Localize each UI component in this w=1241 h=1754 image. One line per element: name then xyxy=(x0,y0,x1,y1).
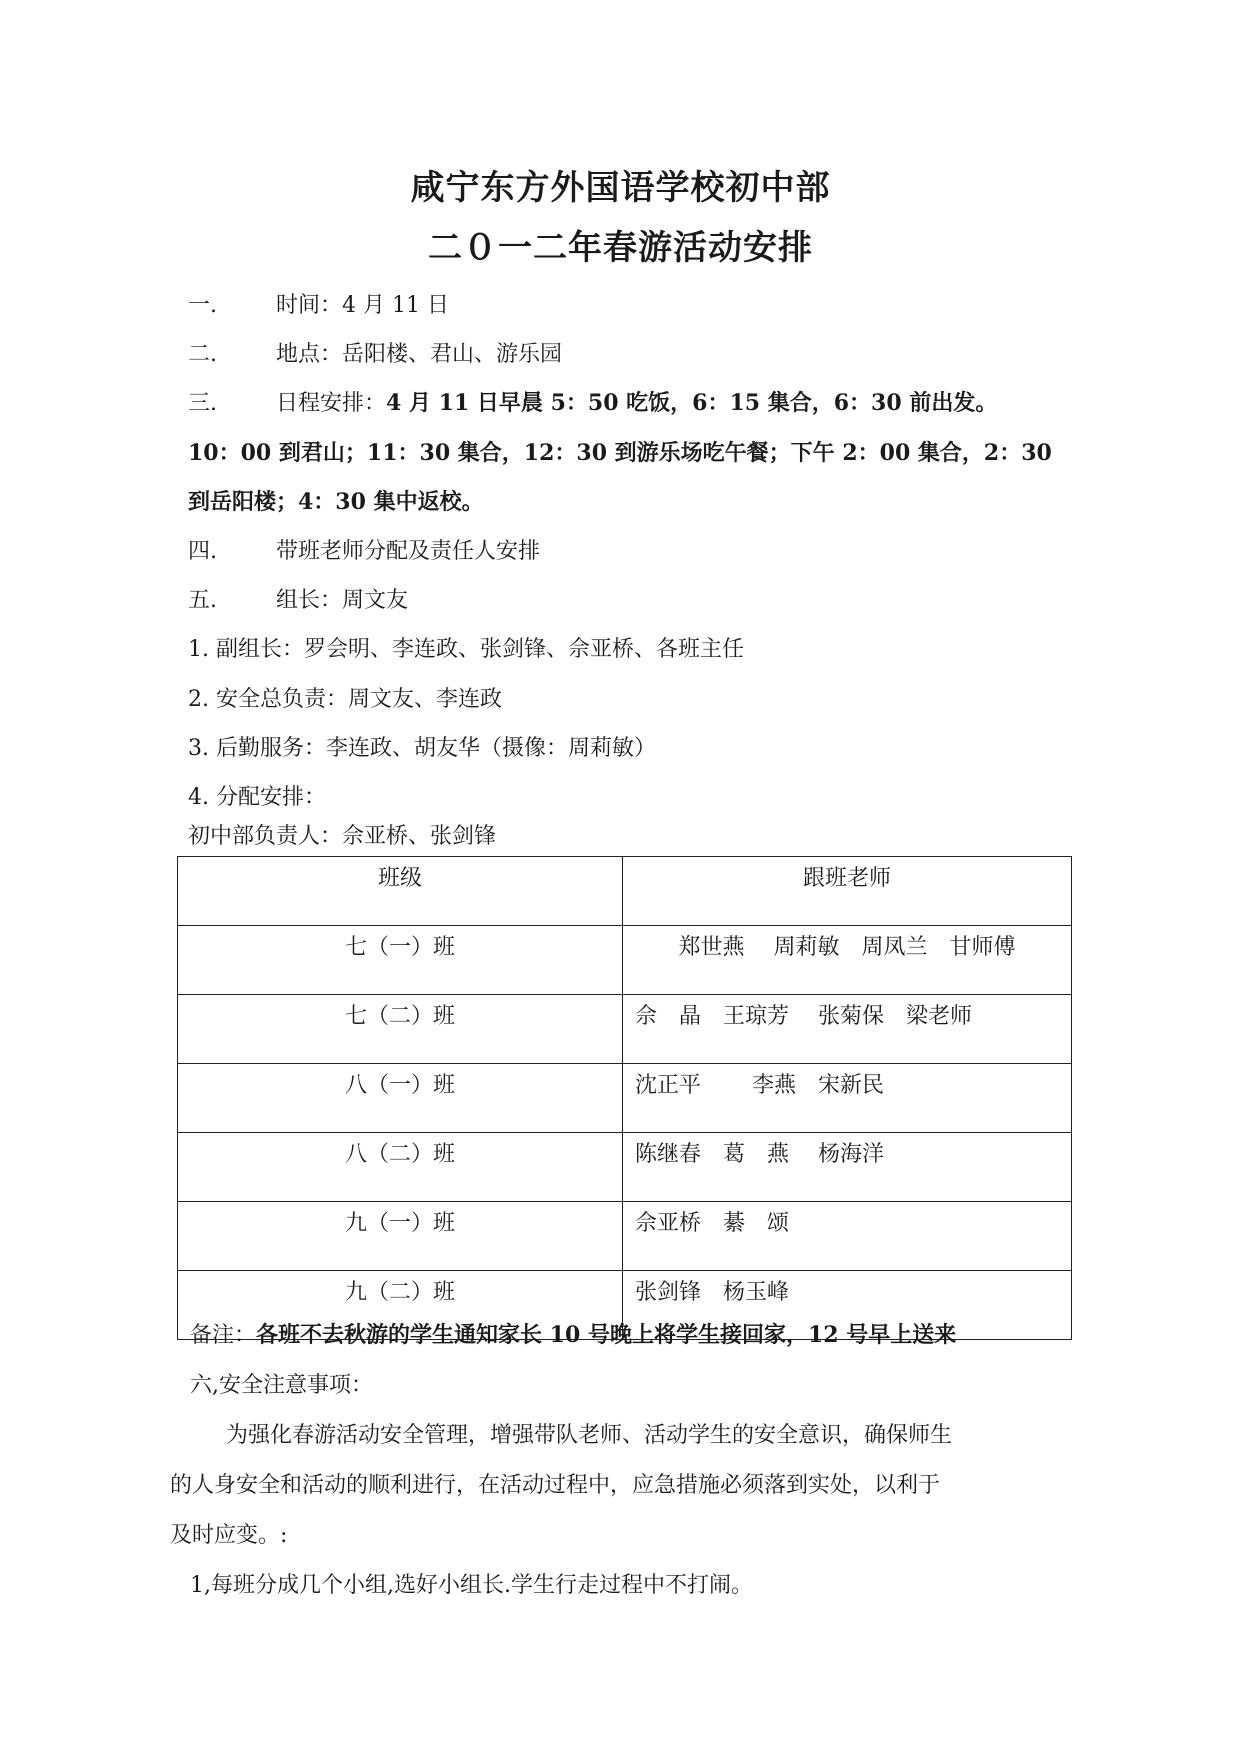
item-group-leader xyxy=(188,583,408,614)
header-class: 班级 xyxy=(178,857,623,926)
item-safety-notes: 六,安全注意事项： xyxy=(190,1373,373,1398)
item-teacher-assignment xyxy=(188,534,540,565)
paragraph-line: 的人身安全和活动的顺利进行，在活动过程中，应急措施必须落到实处，以利于 xyxy=(170,1473,941,1498)
item-number: 一. xyxy=(188,293,217,318)
teachers-cell: 佘亚桥 綦 颂 xyxy=(623,1202,1072,1271)
item-label: 地点： xyxy=(276,342,343,367)
sub-item-allocation: 4. 分配安排： xyxy=(188,785,326,810)
schedule-continued-2: 到岳阳楼；4：30 集中返校。 xyxy=(188,489,484,515)
sub-item-safety: 2. 安全总负责：周文友、李连政 xyxy=(188,687,502,712)
item-number: 三. xyxy=(188,391,217,416)
teachers-cell: 张剑锋 杨玉峰 xyxy=(623,1271,1072,1340)
item-number: 二. xyxy=(188,342,217,367)
paragraph-line: 为强化春游活动安全管理，增强带队老师、活动学生的安全意识，确保师生 xyxy=(226,1423,953,1448)
class-cell: 九（一）班 xyxy=(178,1202,623,1271)
teachers-cell: 陈继春 葛 燕 杨海洋 xyxy=(623,1133,1072,1202)
item-text: 组长：周文友 xyxy=(276,588,409,613)
document-title: 咸宁东方外国语学校初中部 xyxy=(410,168,831,208)
note xyxy=(190,1318,956,1349)
table-row xyxy=(178,1202,1072,1271)
item-text: 带班老师分配及责任人安排 xyxy=(276,539,541,564)
paragraph-line: 及时应变。: xyxy=(170,1523,288,1548)
safety-rule-1: 1,每班分成几个小组,选好小组长.学生行走过程中不打闹。 xyxy=(190,1573,753,1598)
item-label: 时间： xyxy=(276,293,343,318)
class-cell: 八（一）班 xyxy=(178,1064,623,1133)
item-schedule xyxy=(188,386,997,417)
class-cell: 九（二）班 xyxy=(178,1271,623,1340)
item-time xyxy=(188,288,449,319)
item-value: 4 月 11 日早晨 5：50 吃饭，6：15 集合，6：30 前出发。 xyxy=(386,390,998,416)
table-row xyxy=(178,1064,1072,1133)
header-teachers: 跟班老师 xyxy=(623,857,1072,926)
teachers-cell: 佘 晶 王琼芳 张菊保 梁老师 xyxy=(623,995,1072,1064)
teachers-cell: 沈正平 李燕 宋新民 xyxy=(623,1064,1072,1133)
note-text: 各班不去秋游的学生通知家长 10 号晚上将学生接回家，12 号早上送来 xyxy=(256,1322,957,1348)
class-cell: 七（一）班 xyxy=(178,926,623,995)
class-cell: 八（二）班 xyxy=(178,1133,623,1202)
schedule-continued-1: 10：00 到君山；11：30 集合，12：30 到游乐场吃午餐；下午 2：00 集合，2：30 xyxy=(188,440,1052,466)
document-subtitle: 二０一二年春游活动安排 xyxy=(428,228,813,268)
item-label: 日程安排： xyxy=(276,391,387,416)
sub-item-logistics: 3. 后勤服务：李连政、胡友华（摄像：周莉敏） xyxy=(188,736,656,761)
sub-item-deputy: 1. 副组长：罗会明、李连政、张剑锋、佘亚桥、各班主任 xyxy=(188,637,744,662)
item-number: 五. xyxy=(188,588,217,613)
item-value: 岳阳楼、君山、游乐园 xyxy=(342,342,563,367)
note-label: 备注： xyxy=(190,1323,257,1348)
table-row xyxy=(178,1133,1072,1202)
class-cell: 七（二）班 xyxy=(178,995,623,1064)
dept-head: 初中部负责人：佘亚桥、张剑锋 xyxy=(188,824,497,849)
teachers-cell: 郑世燕 周莉敏 周凤兰 甘师傅 xyxy=(623,926,1072,995)
class-teacher-table xyxy=(177,856,1072,1340)
table-row xyxy=(178,995,1072,1064)
table-header-row xyxy=(178,857,1072,926)
item-location xyxy=(188,337,562,368)
item-number: 四. xyxy=(188,539,217,564)
item-value: 4 月 11 日 xyxy=(342,293,449,318)
table-row xyxy=(178,926,1072,995)
